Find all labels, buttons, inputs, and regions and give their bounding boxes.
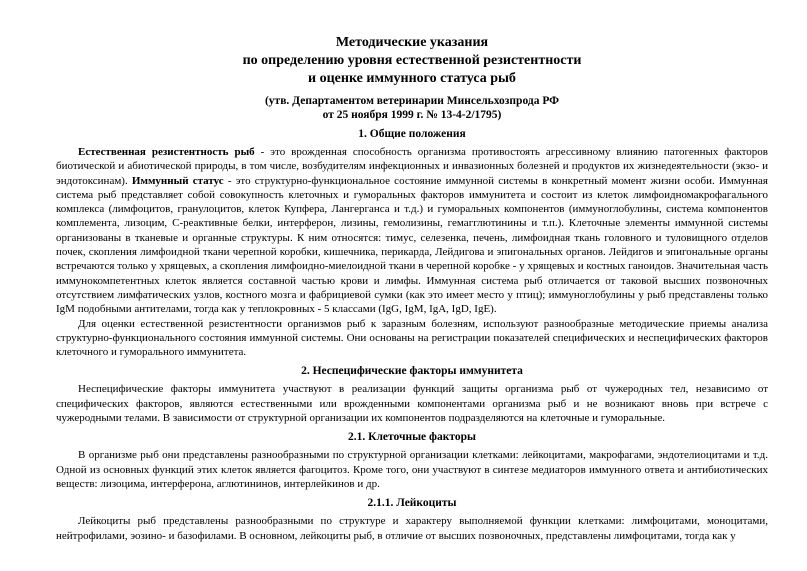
approval-line-2: от 25 ноября 1999 г. № 13-4-2/1795) (322, 109, 502, 121)
section-heading-general: 1. Общие положения (358, 128, 466, 140)
document-title-line-2: по определению уровня естественной резистентности (242, 53, 582, 68)
term-immune-status: Иммунный статус (131, 174, 224, 187)
paragraph-nonspecific-factors: Неспецифические факторы иммунитета участвуют в реализации функций защиты организма рыб от чужеродных тел, независимо от специфических факторов, являются естественными или врожденными компонентами организма рыб и не возникают вновь при встрече с чужеродными телами. В зависимости от структурной организации их компонентов подразделяются на клеточные и гуморальные. (56, 383, 768, 425)
document-page (56, 34, 768, 543)
approval-line-1: (утв. Департаментом ветеринарии Минсельхозпрода РФ (264, 95, 560, 107)
paragraph-leukocytes: Лейкоциты рыб представлены разнообразными по структуре и характеру выполняемой функции клетками: лимфоцитами, моноцитами, нейтрофилами, эозино- и базофилами. В основном, лейкоциты рыб, в отличие от высших позвоночных, представлены лимфоцитами, тогда как у (56, 515, 768, 542)
paragraph-resistance-assessment: Для оценки естественной резистентности организмов рыб к заразным болезням, используют разнообразные методические приемы анализа структурно-функционального состояния иммунной системы. Они основаны на регистрации показателей специфических и неспецифических факторов клеточного и гуморального иммунитета. (56, 317, 768, 359)
paragraph-text: - это врожденная способность организма противостоять агрессивному влиянию патогенных факторов биотической и абиотической природы, в том числе, возбудителям инфекционных и инвазионных болезней и продуктов их жизнедеятельности (экзо- и эндотоксинам). (56, 146, 768, 187)
document-title-line-3: и оценке иммунного статуса рыб (308, 71, 516, 86)
document-title-line-1: Методические указания (335, 35, 489, 50)
term-natural-resistance: Естественная резистентность рыб (78, 146, 255, 158)
section-heading-leukocytes: 2.1.1. Лейкоциты (367, 497, 457, 510)
paragraph-text: - это структурно-функциональное состояние иммунной системы в конкретный момент жизни особи. Иммунная система рыб представляет собой совокупность клеточных и гуморальных факторов иммунитета и состоит из клеток лимфоидномакрофагального комплекса (лимфоцитов, гранулоцитов, клеток Купфера, Лангерганса и т.д.) и гуморальных компонентов (иммуноглобулины, система компонентов комплемента, лизоцим, С-реактивные белки, интерферон, лизины, гемолизины, гемагглютинины и т.п.). Клеточные элементы иммунной системы организованы в тканевые и органные структуры. К ним относятся: тимус, селезенка, печень, лимфоидная ткань головного и туловищного отделов почек, скопления лимфоидной ткани черепной коробки, кишечника, перикарда, Лейдигова и эпигональных органов. Лейдигов и эпигональные органы встречаются только у хрящевых, а скопления лимфоидно-миелоидной ткани в черепной коробке - у хрящевых и костных ганоидов. Значительная часть иммунокомпетентных клеток является составной частью крови и лимфы. Иммунная система рыб отличается от таковой высших позвоночных отсутствием лимфатических узлов, костного мозга и фабрициевой сумки (как это имеет место у птиц); иммуноглобулины у рыб представлены только IgM подобными антителами, тогда как у теплокровных - 5 классами (IgG, IgM, IgA, IgD, IgE). (56, 174, 768, 316)
section-heading-cellular-factors: 2.1. Клеточные факторы (348, 431, 476, 444)
section-heading-nonspecific-factors: 2. Неспецифические факторы иммунитета (301, 365, 523, 378)
paragraph-cellular-factors: В организме рыб они представлены разнообразными по структурной организации клетками: лейкоцитами, макрофагами, эндотелиоцитами и т.д. Одной из основных функций этих клеток является фагоцитоз. Кроме того, они участвуют в синтезе медиаторов иммунного ответа и антибиотических веществ: лизоцима, интерферона, аглютининов, интерлейкинов и др. (56, 449, 768, 490)
paragraph-natural-resistance (56, 145, 768, 317)
